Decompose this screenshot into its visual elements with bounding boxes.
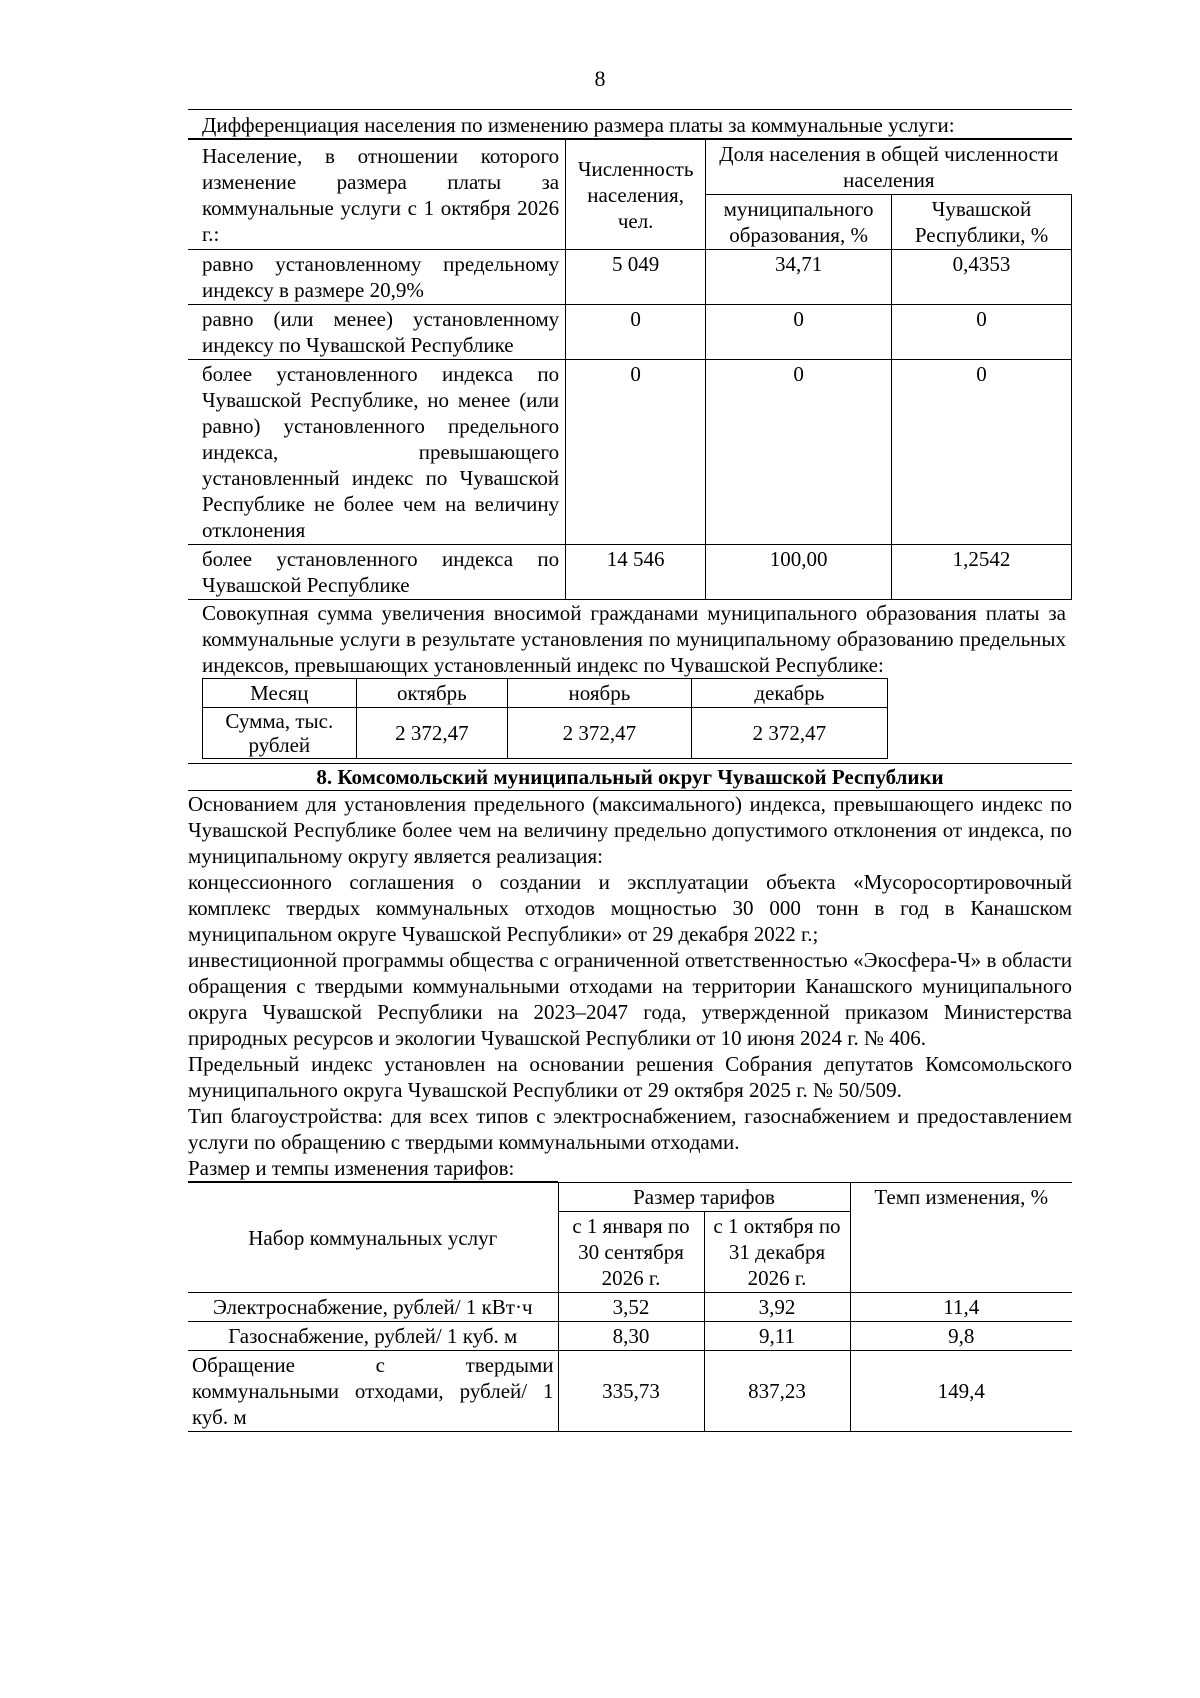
- paragraph: инвестиционной программы общества с ограниченной ответственностью «Экосфера-Ч» в области обращения с твердыми коммунальными отходами на территории Канашского муниципального округа Чувашской Республики на 2023–2047 года, утвержденной приказом Министерства природных ресурсов и экологии Чувашской Республики от 10 июня 2024 г. № 406.: [188, 948, 1072, 1050]
- total-increase-text: Совокупная сумма увеличения вносимой гражданами муниципального образования платы за коммунальные услуги в результате установления по муниципальному образованию предельных индексов, превышающих установленный индекс по Чувашской Республике:: [202, 601, 1066, 677]
- month-december: декабрь: [691, 679, 887, 708]
- sum-november: 2 372,47: [508, 708, 692, 759]
- table-row: [188, 1322, 1072, 1351]
- page-number: 8: [594, 66, 606, 91]
- row-republic: 0: [892, 360, 1072, 545]
- row-label: равно установленному предельному индексу в размере 20,9%: [188, 250, 566, 305]
- tariffs-caption-text: Размер и темпы изменения тарифов:: [188, 1156, 515, 1180]
- page-content: [188, 109, 1072, 1432]
- row-municipal: 0: [706, 305, 892, 360]
- row-municipal: 100,00: [706, 545, 892, 600]
- tariff-period-1: 335,73: [558, 1351, 704, 1432]
- header-share-republic: Чувашской Республики, %: [892, 195, 1072, 250]
- row-count: 14 546: [566, 545, 706, 600]
- row-republic: 0: [892, 305, 1072, 360]
- sum-label: Сумма, тыс. рублей: [203, 708, 357, 759]
- header-population: Население, в отношении которого изменение размера платы за коммунальные услуги с 1 октября 2026 г.:: [188, 140, 566, 250]
- month-november: ноябрь: [508, 679, 692, 708]
- row-republic: 1,2542: [892, 545, 1072, 600]
- table-row: [188, 360, 1072, 545]
- row-count: 0: [566, 360, 706, 545]
- service-name: Обращение с твердыми коммунальными отходами, рублей/ 1 куб. м: [188, 1351, 558, 1432]
- sum-december: 2 372,47: [691, 708, 887, 759]
- row-republic: 0,4353: [892, 250, 1072, 305]
- sum-october: 2 372,47: [356, 708, 508, 759]
- tariff-table: [188, 1182, 1072, 1432]
- tariffs-caption: [188, 1155, 558, 1182]
- header-share-municipal: муниципального образования, %: [706, 195, 892, 250]
- paragraph: Основанием для установления предельного (максимального) индекса, превышающего индекс по Чувашской Республике более чем на величину предельно допустимого отклонения от индекса, по муниципальному округу является реализация:: [188, 792, 1072, 868]
- tariff-rate: 149,4: [850, 1351, 1072, 1432]
- population-table: [188, 139, 1072, 600]
- table-row: [188, 305, 1072, 360]
- row-count: 5 049: [566, 250, 706, 305]
- paragraph: концессионного соглашения о создании и эксплуатации объекта «Мусоросортировочный комплекс твердых коммунальных отходов мощностью 30 000 тонн в год в Канашском муниципальном округе Чувашской Республики» от 29 декабря 2022 г.;: [188, 870, 1072, 946]
- tariff-rate: 9,8: [850, 1322, 1072, 1351]
- row-count: 0: [566, 305, 706, 360]
- header-period-1: с 1 января по 30 сентября 2026 г.: [558, 1212, 704, 1293]
- service-name: Электроснабжение, рублей/ 1 кВт·ч: [188, 1293, 558, 1322]
- header-tariff-size: Размер тарифов: [558, 1183, 850, 1212]
- row-label: более установленного индекса по Чувашской Республике, но менее (или равно) установленного предельного индекса, превышающего установленный индекс по Чувашской Республике не более чем на величину отклонения: [188, 360, 566, 545]
- row-label: более установленного индекса по Чувашской Республике: [188, 545, 566, 600]
- section-title: 8. Комсомольский муниципальный округ Чувашской Республики: [188, 763, 1072, 791]
- header-services: Набор коммунальных услуг: [188, 1183, 558, 1293]
- table-row: [188, 250, 1072, 305]
- paragraph: Тип благоустройства: для всех типов с электроснабжением, газоснабжением и предоставлением услуги по обращению с твердыми коммунальными отходами.: [188, 1104, 1072, 1154]
- row-municipal: 34,71: [706, 250, 892, 305]
- table-row: [188, 1351, 1072, 1432]
- table-row: [188, 1293, 1072, 1322]
- population-table-caption: Дифференциация населения по изменению размера платы за коммунальные услуги:: [188, 109, 1072, 139]
- tariff-period-1: 8,30: [558, 1322, 704, 1351]
- tariff-rate: 11,4: [850, 1293, 1072, 1322]
- header-count: Численность населения, чел.: [566, 140, 706, 250]
- tariff-period-1: 3,52: [558, 1293, 704, 1322]
- service-name: Газоснабжение, рублей/ 1 куб. м: [188, 1322, 558, 1351]
- header-rate: Темп изменения, %: [850, 1183, 1072, 1293]
- paragraph: Предельный индекс установлен на основании решения Собрания депутатов Комсомольского муниципального округа Чувашской Республики от 29 октября 2025 г. № 50/509.: [188, 1052, 1072, 1102]
- header-share-group: Доля населения в общей численности населения: [706, 140, 1072, 195]
- row-municipal: 0: [706, 360, 892, 545]
- row-label: равно (или менее) установленному индексу по Чувашской Республике: [188, 305, 566, 360]
- table-row: [188, 545, 1072, 600]
- tariff-period-2: 9,11: [704, 1322, 850, 1351]
- tariff-period-2: 837,23: [704, 1351, 850, 1432]
- month-label: Месяц: [203, 679, 357, 708]
- tariff-period-2: 3,92: [704, 1293, 850, 1322]
- header-period-2: с 1 октября по 31 декабря 2026 г.: [704, 1212, 850, 1293]
- month-october: октябрь: [356, 679, 508, 708]
- sum-table: [202, 678, 888, 759]
